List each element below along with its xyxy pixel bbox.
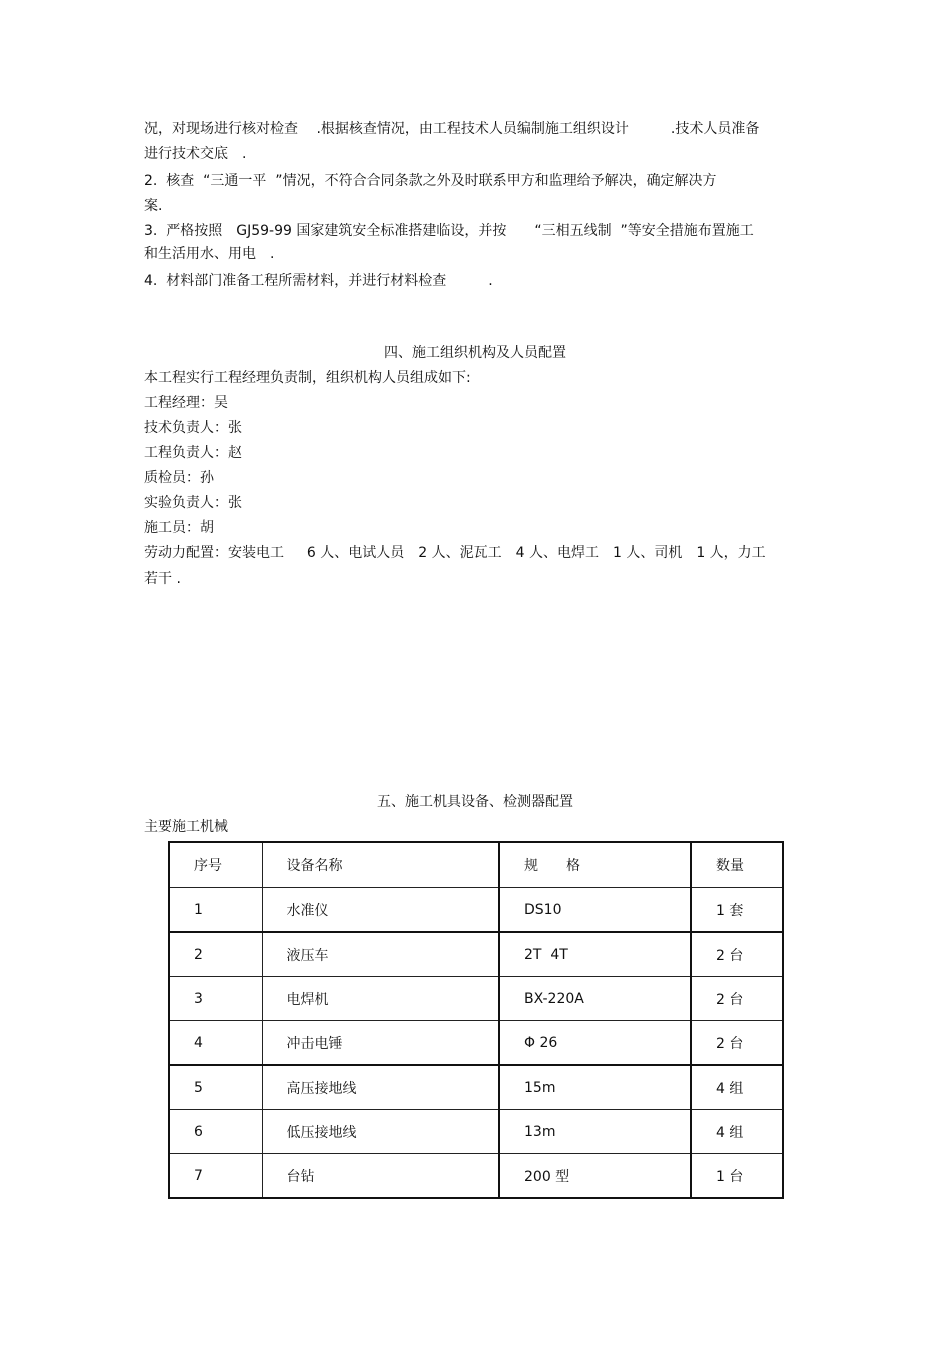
paragraph-line: 进行技术交底 . [144,146,247,162]
table-row [169,888,783,933]
table-row [169,1110,783,1154]
cell-qty: 2 台 [691,932,783,977]
cell-spec: 15m [499,1065,691,1110]
staff-line: 实验负责人：张 [144,495,242,511]
cell-index: 6 [169,1110,262,1154]
cell-index: 4 [169,1021,262,1066]
table-row [169,932,783,977]
section4-intro: 本工程实行工程经理负责制，组织机构人员组成如下: [144,370,471,386]
section4-heading: 四、施工组织机构及人员配置 [384,345,566,361]
cell-qty: 4 组 [691,1065,783,1110]
cell-qty: 4 组 [691,1110,783,1154]
staff-line: 施工员：胡 [144,520,214,536]
cell-name: 台钻 [262,1154,499,1199]
paragraph-line: 况，对现场进行核对检查 .根据核查情况，由工程技术人员编制施工组织设计 .技术人员准备 [144,121,760,137]
column-header: 规 格 [499,842,691,888]
paragraph-line: 和生活用水、用电 . [144,246,275,262]
staff-line: 技术负责人：张 [144,420,242,436]
table-caption: 主要施工机械 [144,819,228,835]
cell-index: 7 [169,1154,262,1199]
cell-index: 1 [169,888,262,933]
paragraph-line: 案. [144,198,163,214]
cell-name: 水准仪 [262,888,499,933]
labor-line: 劳动力配置：安装电工 6 人、电试人员 2 人、泥瓦工 4 人、电焊工 1 人、司机 1 人，力工 [144,545,766,561]
paragraph-line: 4. 材料部门准备工程所需材料，并进行材料检查 . [144,273,493,289]
cell-index: 3 [169,977,262,1021]
cell-qty: 2 台 [691,977,783,1021]
cell-index: 2 [169,932,262,977]
cell-name: 冲击电锤 [262,1021,499,1066]
staff-line: 质检员：孙 [144,470,214,486]
section5-heading: 五、施工机具设备、检测器配置 [377,794,573,810]
cell-spec: BX-220A [499,977,691,1021]
column-header: 序号 [169,842,262,888]
column-header: 设备名称 [262,842,499,888]
cell-qty: 1 台 [691,1154,783,1199]
cell-name: 电焊机 [262,977,499,1021]
labor-line: 若干 . [144,571,181,587]
cell-index: 5 [169,1065,262,1110]
paragraph-line: 3. 严格按照 GJ59-99 国家建筑安全标准搭建临设，并按 “三相五线制 ”等安全措施布置施工 [144,223,754,239]
column-header: 数量 [691,842,783,888]
cell-spec: 2T 4T [499,932,691,977]
equipment-table [168,841,784,1199]
paragraph-line: 2. 核查 “三通一平 ”情况，不符合合同条款之外及时联系甲方和监理给予解决，确定解决方 [144,173,717,189]
table-row [169,977,783,1021]
cell-spec: 200 型 [499,1154,691,1199]
cell-spec: 13m [499,1110,691,1154]
cell-name: 液压车 [262,932,499,977]
table-row [169,1021,783,1066]
cell-spec: Φ 26 [499,1021,691,1066]
cell-name: 高压接地线 [262,1065,499,1110]
cell-qty: 2 台 [691,1021,783,1066]
table-header-row [169,842,783,888]
table-row [169,1065,783,1110]
staff-line: 工程经理：吴 [144,395,228,411]
cell-spec: DS10 [499,888,691,933]
staff-line: 工程负责人：赵 [144,445,242,461]
cell-qty: 1 套 [691,888,783,933]
cell-name: 低压接地线 [262,1110,499,1154]
table-row [169,1154,783,1199]
